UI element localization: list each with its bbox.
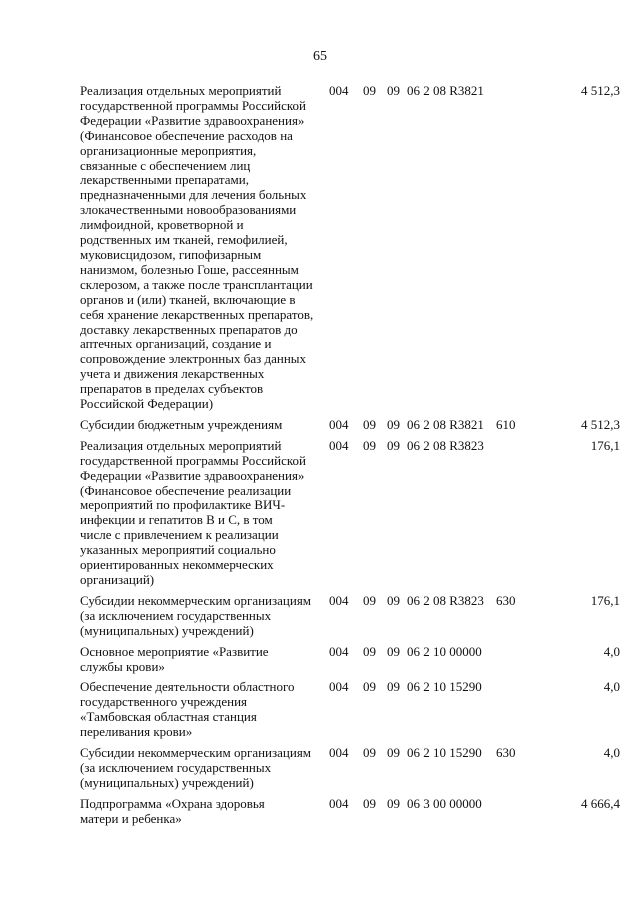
expense-type-code: 610 [496, 416, 516, 432]
section-code: 09 [363, 83, 376, 98]
page-number: 65 [313, 49, 327, 64]
amount: 4,0 [603, 745, 620, 761]
subsection-code: 09 [387, 679, 400, 695]
target-code: 06 2 10 00000 [407, 643, 482, 659]
target-code: 06 2 08 R3821 [407, 416, 484, 432]
expense-type-code: 630 [496, 592, 516, 608]
target-code: 06 2 08 R3823 [407, 437, 484, 453]
section-code: 09 [363, 745, 376, 761]
ministry-code: 004 [329, 83, 349, 98]
target-code: 06 3 00 00000 [407, 795, 482, 811]
subsection-code: 09 [387, 437, 400, 453]
table-row [80, 84, 620, 412]
subsection-code: 09 [387, 643, 400, 659]
table-row [80, 746, 620, 791]
amount: 4 512,3 [581, 416, 620, 432]
table-row [80, 594, 620, 639]
section-code: 09 [363, 437, 376, 453]
amount: 4 512,3 [581, 83, 620, 98]
row-description: Субсидии бюджетным учреждениям [80, 416, 283, 432]
target-code: 06 2 08 R3823 [407, 592, 484, 608]
amount: 4 666,4 [581, 795, 620, 811]
table-row [80, 645, 620, 675]
ministry-code: 004 [329, 592, 349, 608]
subsection-code: 09 [387, 592, 400, 608]
subsection-code: 09 [387, 795, 400, 811]
row-description: Реализация отдельных мероприятий государственной программы Российской Федерации «Развитие здравоохранения» (Финансовое обеспечение расходов на организационные мероприятия, связанные с обеспечением лиц лекарственными препаратами, предназначенными для лечения больных злокачественными новообразованиями лимфоидной, кроветворной и родственных им тканей, гемофилией, муковисцидозом, гипофизарным нанизмом, болезнью Гоше, рассеянным склерозом, а также после трансплантации органов и (или) тканей, включающие в себя хранение лекарственных препаратов, доставку лекарственных препаратов до аптечных организаций, создание и сопровождение электронных баз данных учета и движения лекарственных препаратов в пределах субъектов Российской Федерации) [80, 83, 314, 412]
target-code: 06 2 10 15290 [407, 679, 482, 695]
ministry-code: 004 [329, 679, 349, 695]
table-row [80, 418, 620, 433]
section-code: 09 [363, 643, 376, 659]
ministry-code: 004 [329, 745, 349, 761]
subsection-code: 09 [387, 83, 400, 98]
section-code: 09 [363, 592, 376, 608]
ministry-code: 004 [329, 795, 349, 811]
amount: 4,0 [603, 643, 620, 659]
amount: 176,1 [590, 592, 620, 608]
amount: 176,1 [590, 437, 620, 453]
section-code: 09 [363, 416, 376, 432]
ministry-code: 004 [329, 416, 349, 432]
row-description: Субсидии некоммерческим организациям (за исключением государственных (муниципальных) учреждений) [80, 592, 312, 638]
subsection-code: 09 [387, 416, 400, 432]
section-code: 09 [363, 679, 376, 695]
row-description: Реализация отдельных мероприятий государственной программы Российской Федерации «Развитие здравоохранения» (Финансовое обеспечение реализации мероприятий по профилактике ВИЧ- инфекции и гепатитов В и С, в том числе с привлечением к реализации указанных мероприятий социально ориентированных некоммерческих организаций) [80, 437, 306, 587]
expense-type-code: 630 [496, 745, 516, 761]
ministry-code: 004 [329, 643, 349, 659]
ministry-code: 004 [329, 437, 349, 453]
row-description: Субсидии некоммерческим организациям (за исключением государственных (муниципальных) учреждений) [80, 745, 312, 790]
table-row [80, 797, 620, 827]
table-row [80, 439, 620, 588]
row-description: Основное мероприятие «Развитие службы крови» [80, 643, 269, 674]
amount: 4,0 [603, 679, 620, 695]
section-code: 09 [363, 795, 376, 811]
target-code: 06 2 08 R3821 [407, 83, 484, 98]
table-row [80, 680, 620, 740]
row-description: Подпрограмма «Охрана здоровья матери и ребенка» [80, 795, 265, 826]
target-code: 06 2 10 15290 [407, 745, 482, 761]
row-description: Обеспечение деятельности областного государственного учреждения «Тамбовская областная станция переливания крови» [80, 679, 295, 740]
subsection-code: 09 [387, 745, 400, 761]
budget-table [80, 84, 620, 833]
